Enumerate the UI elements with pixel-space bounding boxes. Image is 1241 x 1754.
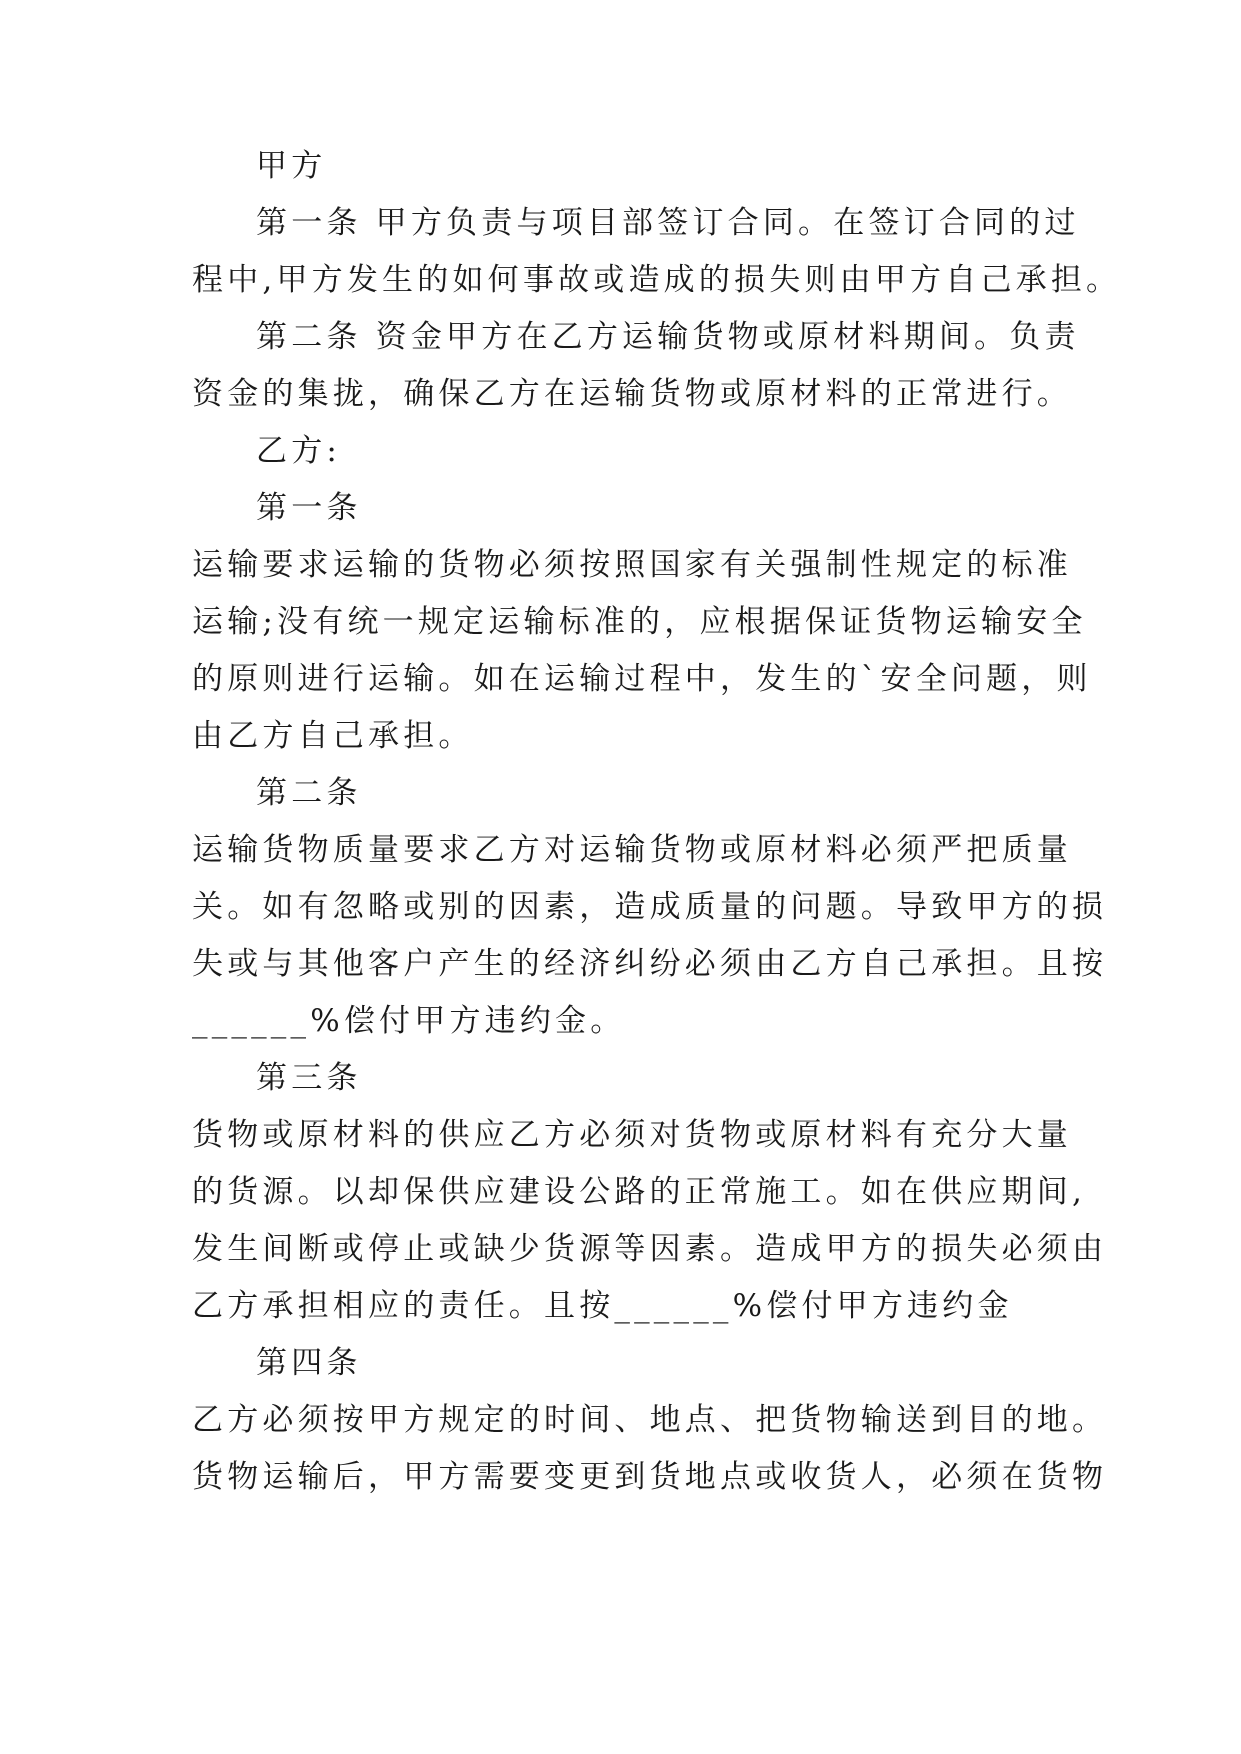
paragraph-line: 发生间断或停止或缺少货源等因素。造成甲方的损失必须由	[192, 1231, 1108, 1267]
paragraph-line: 关。如有忽略或别的因素，造成质量的问题。导致甲方的损	[192, 889, 1108, 925]
article-heading: 第三条	[256, 1060, 362, 1096]
paragraph-line: 运输货物质量要求乙方对运输货物或原材料必须严把质量	[192, 832, 1072, 868]
paragraph-line: 货物或原材料的供应乙方必须对货物或原材料有充分大量	[192, 1117, 1072, 1153]
paragraph-line: 运输;没有统一规定运输标准的，应根据保证货物运输安全	[192, 604, 1087, 640]
paragraph-line: 的货源。以却保供应建设公路的正常施工。如在供应期间,	[192, 1174, 1087, 1210]
paragraph-line: 由乙方自己承担。	[192, 718, 474, 754]
article-heading: 第一条	[256, 490, 362, 526]
party-a-heading: 甲方	[256, 148, 327, 184]
party-b-heading: 乙方:	[256, 433, 342, 469]
paragraph-line: 乙方承担相应的责任。且按______%偿付甲方违约金	[192, 1288, 1013, 1324]
paragraph-line: 货物运输后，甲方需要变更到货地点或收货人，必须在货物	[192, 1459, 1108, 1495]
paragraph-line: 运输要求运输的货物必须按照国家有关强制性规定的标准	[192, 547, 1072, 583]
paragraph-line: ______%偿付甲方违约金。	[192, 1003, 626, 1039]
paragraph-line: 资金的集拢，确保乙方在运输货物或原材料的正常进行。	[192, 376, 1072, 412]
paragraph-line: 的原则进行运输。如在运输过程中，发生的`安全问题，则	[192, 661, 1092, 697]
paragraph-line: 失或与其他客户产生的经济纠纷必须由乙方自己承担。且按	[192, 946, 1108, 982]
paragraph-line: 程中,甲方发生的如何事故或造成的损失则由甲方自己承担。	[192, 262, 1122, 298]
paragraph-line: 第一条 甲方负责与项目部签订合同。在签订合同的过	[256, 205, 1080, 241]
paragraph-line: 乙方必须按甲方规定的时间、地点、把货物输送到目的地。	[192, 1402, 1108, 1438]
article-heading: 第二条	[256, 775, 362, 811]
article-heading: 第四条	[256, 1345, 362, 1381]
paragraph-line: 第二条 资金甲方在乙方运输货物或原材料期间。负责	[256, 319, 1080, 355]
